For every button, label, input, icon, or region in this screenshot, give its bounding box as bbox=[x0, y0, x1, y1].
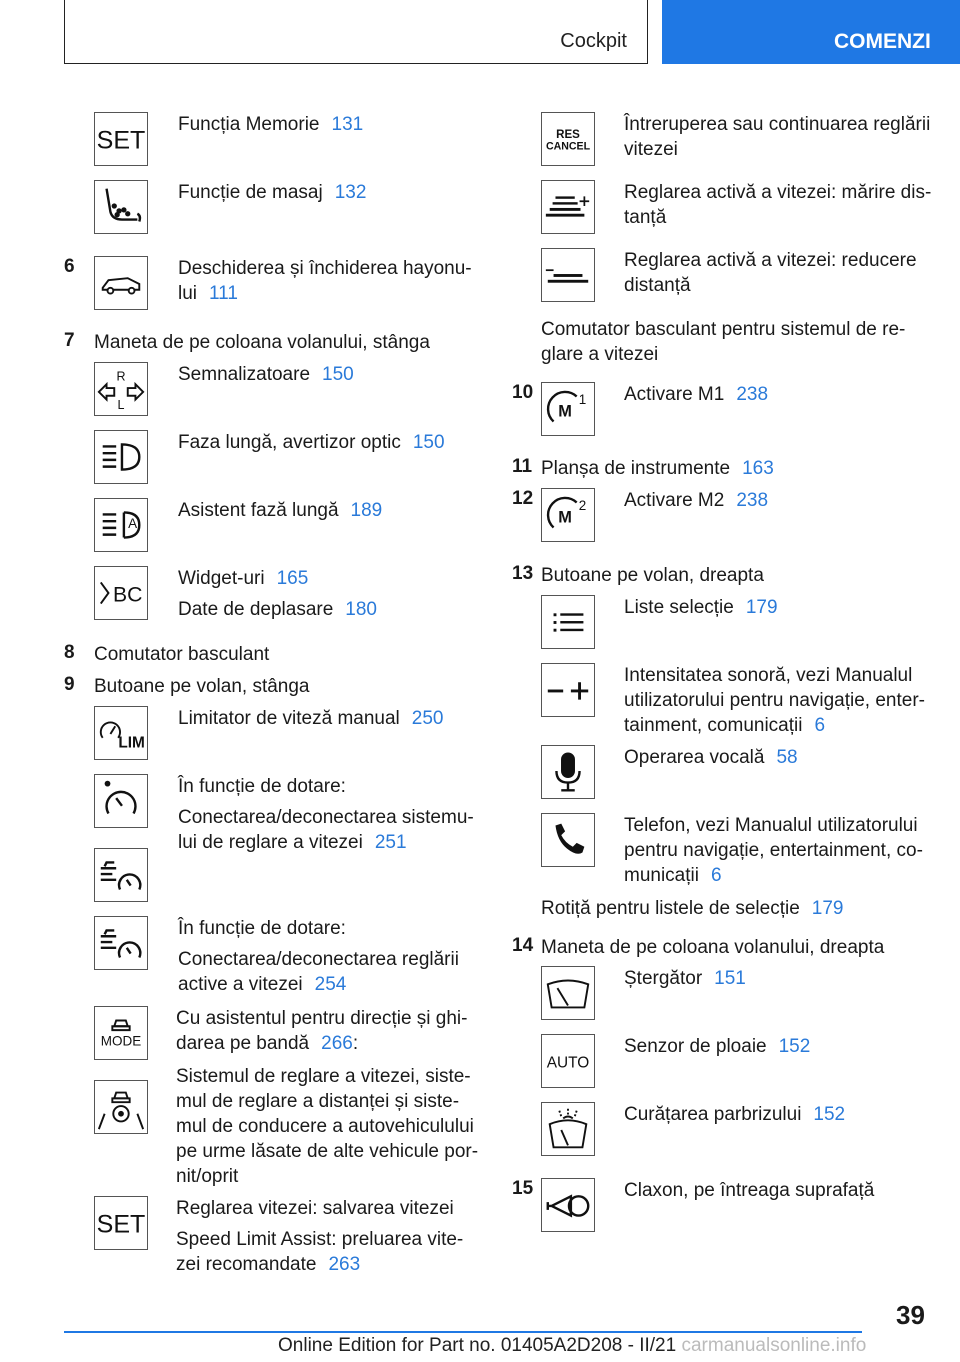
page-ref[interactable]: 58 bbox=[776, 747, 798, 768]
res-cancel-icon bbox=[541, 112, 595, 166]
list-icon bbox=[541, 595, 595, 649]
list-item: Asistent fază lungă 189 bbox=[178, 500, 383, 521]
svg-text:M: M bbox=[558, 508, 572, 527]
svg-text:SET: SET bbox=[96, 1210, 146, 1239]
volume-icon bbox=[541, 663, 595, 717]
svg-text:M: M bbox=[558, 402, 572, 421]
page-ref[interactable]: 189 bbox=[350, 500, 383, 521]
page-ref[interactable]: 152 bbox=[813, 1104, 846, 1125]
page-ref[interactable]: 238 bbox=[736, 384, 769, 405]
list-item: Activare M1 238 bbox=[624, 384, 769, 405]
active-cruise-icon bbox=[94, 848, 148, 902]
page-number: 39 bbox=[896, 1300, 925, 1330]
svg-text:SET: SET bbox=[96, 126, 146, 155]
page-ref[interactable]: 111 bbox=[209, 283, 238, 304]
list-item: Sistemul de reglare a vitezei, siste- mul de reglare a distanței și siste- mul de conducere a autovehiculului pe urme lăsate de alte vehicule por- nit/oprit bbox=[176, 1066, 479, 1187]
page-ref[interactable]: 179 bbox=[745, 597, 778, 618]
list-item: Reglarea activă a vitezei: mărire dis- tanță bbox=[624, 182, 932, 228]
turn-signal-icon bbox=[94, 362, 148, 416]
svg-text:L: L bbox=[117, 398, 125, 413]
high-beam-assist-icon bbox=[94, 498, 148, 552]
svg-text:1: 1 bbox=[578, 392, 587, 408]
svg-text:MODE: MODE bbox=[100, 1033, 142, 1049]
svg-text:A: A bbox=[128, 515, 138, 531]
wiper-icon bbox=[541, 966, 595, 1020]
page-ref[interactable]: 254 bbox=[314, 974, 347, 995]
section-heading: Maneta de pe coloana volanului, dreapta bbox=[541, 937, 885, 958]
list-item: Întreruperea sau continuarea reglării vitezei bbox=[624, 114, 931, 160]
auto-icon bbox=[541, 1034, 595, 1088]
list-item: Rotiță pentru listele de selecție 179 bbox=[541, 898, 844, 919]
page-ref[interactable]: 251 bbox=[374, 832, 407, 853]
washer-icon bbox=[541, 1102, 595, 1156]
page-ref[interactable]: 180 bbox=[345, 599, 377, 620]
set-icon bbox=[94, 1196, 148, 1250]
page-ref[interactable]: 132 bbox=[334, 182, 367, 203]
page-ref[interactable]: 165 bbox=[276, 568, 309, 589]
page-ref[interactable]: 152 bbox=[778, 1036, 811, 1057]
list-item: Deschiderea și închiderea hayonu- lui 111 bbox=[178, 258, 472, 304]
footer-divider bbox=[64, 1331, 862, 1333]
car-tailgate-icon bbox=[94, 256, 148, 310]
item-number: 15 bbox=[512, 1178, 534, 1199]
list-item: Funcție de masaj 132 bbox=[178, 182, 367, 203]
svg-text:R: R bbox=[116, 369, 126, 384]
speed-limiter-icon bbox=[94, 706, 148, 760]
m1-icon bbox=[541, 382, 595, 436]
footer-edition: Online Edition for Part no. 01405A2D208 - II/21 carmanualsonline.info bbox=[278, 1335, 867, 1356]
distance-decrease-icon bbox=[541, 248, 595, 302]
list-item: Comutator basculant pentru sistemul de re- glare a vitezei bbox=[541, 319, 906, 365]
list-item: Cu asistentul pentru direcție și ghi- darea pe bandă 266: bbox=[176, 1008, 468, 1054]
list-item: Curățarea parbrizului 152 bbox=[624, 1104, 846, 1125]
horn-icon bbox=[541, 1178, 595, 1232]
list-item: Reglarea activă a vitezei: reducere distanță bbox=[624, 250, 917, 296]
section-title: Cockpit bbox=[560, 30, 627, 52]
chapter-title: COMENZI bbox=[834, 30, 931, 53]
list-item: Widget-uri 165 Date de deplasare 180 bbox=[178, 568, 377, 620]
list-item: Intensitatea sonoră, vezi Manualul utilizatorului pentru navigație, enter- tainment, comunicații 6 bbox=[624, 665, 926, 736]
item-number: 7 bbox=[64, 330, 75, 351]
list-item: În funcție de dotare: Conectarea/deconectarea sistemu- lui de reglare a vitezei 251 bbox=[178, 776, 474, 853]
page-ref[interactable]: 6 bbox=[814, 715, 826, 736]
steering-assist-icon bbox=[94, 1080, 148, 1134]
page-ref[interactable]: 163 bbox=[742, 458, 774, 479]
svg-text:BC: BC bbox=[113, 583, 143, 607]
section-heading: Butoane pe volan, stânga bbox=[94, 676, 310, 697]
item-number: 12 bbox=[512, 488, 534, 509]
distance-increase-icon bbox=[541, 180, 595, 234]
page-ref[interactable]: 238 bbox=[736, 490, 769, 511]
svg-text:LIM: LIM bbox=[118, 734, 145, 752]
page-ref[interactable]: 263 bbox=[328, 1254, 361, 1275]
list-item: Planșa de instrumente 163 bbox=[541, 458, 774, 479]
section-heading: Comutator basculant bbox=[94, 644, 270, 665]
page-ref[interactable]: 179 bbox=[811, 898, 844, 919]
high-beam-icon bbox=[94, 430, 148, 484]
microphone-icon bbox=[541, 745, 595, 799]
svg-text:CANCEL: CANCEL bbox=[545, 140, 591, 153]
list-item: Faza lungă, avertizor optic 150 bbox=[178, 432, 445, 453]
active-cruise-icon bbox=[94, 916, 148, 970]
list-item: Senzor de ploaie 152 bbox=[624, 1036, 811, 1057]
list-item: Claxon, pe întreaga suprafață bbox=[624, 1180, 875, 1201]
page-ref[interactable]: 150 bbox=[412, 432, 445, 453]
svg-text:AUTO: AUTO bbox=[546, 1054, 590, 1072]
list-item: Operarea vocală 58 bbox=[624, 747, 798, 768]
cruise-control-icon bbox=[94, 774, 148, 828]
page-ref[interactable]: 266 bbox=[321, 1033, 353, 1054]
header-section-box bbox=[64, 0, 648, 64]
list-item: Limitator de viteză manual 250 bbox=[178, 708, 444, 729]
m2-icon bbox=[541, 488, 595, 542]
list-item: Reglarea vitezei: salvarea vitezei Speed Limit Assist: preluarea vite- zei recomandate 263 bbox=[176, 1198, 464, 1275]
list-item: Ștergător 151 bbox=[624, 968, 746, 989]
list-item: Telefon, vezi Manualul utilizatorului pentru navigație, entertainment, co- municații 6 bbox=[624, 815, 923, 886]
page-ref[interactable]: 151 bbox=[714, 968, 746, 989]
item-number: 14 bbox=[512, 935, 534, 956]
svg-text:RES: RES bbox=[556, 129, 580, 142]
list-item: Activare M2 238 bbox=[624, 490, 769, 511]
bc-icon bbox=[94, 566, 148, 620]
list-item: Funcția Memorie 131 bbox=[178, 114, 364, 135]
set-icon bbox=[94, 112, 148, 166]
item-number: 11 bbox=[512, 456, 533, 477]
list-item: Semnalizatoare 150 bbox=[178, 364, 354, 385]
phone-icon bbox=[541, 813, 595, 867]
section-heading: Maneta de pe coloana volanului, stânga bbox=[94, 332, 430, 353]
svg-text:2: 2 bbox=[578, 498, 587, 514]
page-ref[interactable]: 250 bbox=[411, 708, 444, 729]
item-number: 10 bbox=[512, 382, 534, 403]
section-heading: Butoane pe volan, dreapta bbox=[541, 565, 764, 586]
chapter-tab bbox=[662, 0, 960, 64]
watermark: carmanualsonline.info bbox=[681, 1335, 867, 1356]
page-ref[interactable]: 150 bbox=[322, 364, 354, 385]
item-number: 8 bbox=[64, 642, 75, 663]
list-item: În funcție de dotare: Conectarea/deconectarea reglării active a vitezei 254 bbox=[178, 918, 459, 995]
page-ref[interactable]: 131 bbox=[331, 114, 364, 135]
item-number: 13 bbox=[512, 563, 534, 584]
item-number: 6 bbox=[64, 256, 75, 277]
mode-icon bbox=[94, 1006, 148, 1060]
page-ref[interactable]: 6 bbox=[710, 865, 722, 886]
item-number: 9 bbox=[64, 674, 75, 695]
list-item: Liste selecție 179 bbox=[624, 597, 778, 618]
massage-seat-icon bbox=[94, 180, 148, 234]
